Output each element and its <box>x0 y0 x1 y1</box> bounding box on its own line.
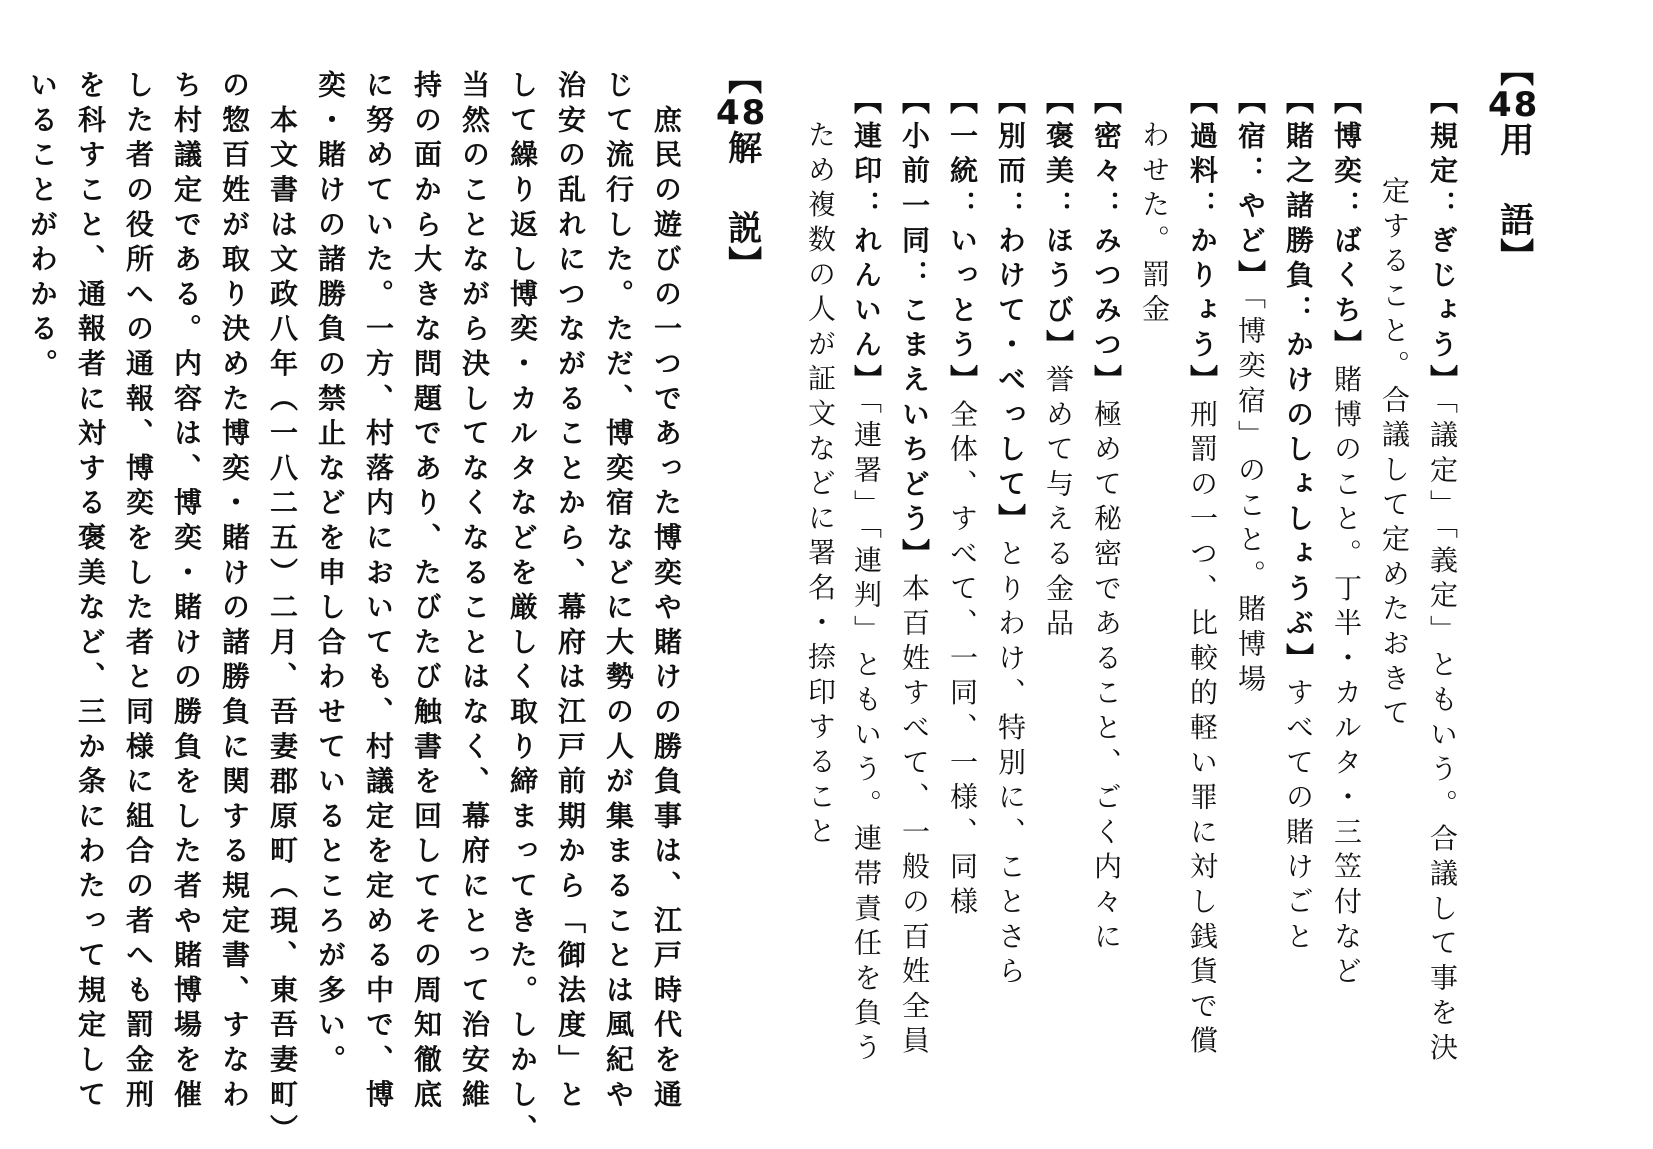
glossary-definition: ため複数の人が証文などに署名・捺印すること <box>804 120 837 851</box>
glossary-term: 【規定：ぎじょう】 <box>1426 86 1459 400</box>
glossary-entry <box>994 86 1027 991</box>
glossary-definition: とりわけ、特別に、ことさら <box>994 538 1027 991</box>
glossary-definition: 極めて秘密であること、ごく内々に <box>1090 399 1123 957</box>
glossary-entry <box>1090 86 1123 957</box>
glossary-heading-title-b: 語 <box>1493 202 1534 238</box>
glossary-entry <box>1282 86 1315 957</box>
commentary-line: 奕・賭けの諸勝負の禁止などを申し合わせているところが多い。 <box>314 70 347 1080</box>
commentary-line: の惣百姓が取り決めた博奕・賭けの諸勝負に関する規定書、すなわ <box>218 70 251 1114</box>
glossary-term: 【密々：みつみつ】 <box>1090 86 1123 400</box>
glossary-entry <box>898 86 931 1061</box>
glossary-term: 【宿：やど】 <box>1234 86 1267 295</box>
commentary-line: 当然のことながら決してなくなることはなく、幕府にとって治安維 <box>458 70 491 1114</box>
glossary-term: 【小前一同：こまえいちどう】 <box>898 86 931 574</box>
glossary-term: 【連印：れんいん】 <box>850 86 883 400</box>
glossary-definition: 全体、すべて、一同、一様、同様 <box>946 399 979 922</box>
commentary-heading-title-a: 解 <box>721 130 762 166</box>
glossary-definition: すべての賭けごと <box>1282 677 1315 957</box>
commentary-line: いることがわかる。 <box>26 70 59 384</box>
commentary-line: 持の面から大きな問題であり、たびたび触書を回してその周知徹底 <box>410 70 443 1114</box>
commentary-heading-title-b: 説 <box>721 210 762 246</box>
commentary-line: した者の役所への通報、博奕をした者と同様に組合の者へも罰金刑 <box>122 70 155 1114</box>
commentary-line: 治安の乱れにつながることから、幕府は江戸前期から「御法度」と <box>554 70 587 1114</box>
glossary-term: 【過料：かりょう】 <box>1186 86 1219 400</box>
commentary-heading-number: 48 <box>716 93 768 133</box>
commentary-line: に努めていた。一方、村落内においても、村議定を定める中で、博 <box>362 70 395 1114</box>
glossary-entry-continuation <box>1138 120 1171 329</box>
commentary-line: を科すこと、通報者に対する褒美など、三か条にわたって規定して <box>74 70 107 1114</box>
glossary-entry <box>1042 86 1075 643</box>
glossary-entry <box>850 86 883 1068</box>
glossary-definition: 「議定」「義定」ともいう。合議して事を決 <box>1426 399 1459 1068</box>
glossary-definition: 「連署」「連判」ともいう。連帯責任を負う <box>850 399 883 1068</box>
glossary-heading-close: 】 <box>1493 238 1534 274</box>
commentary-line: して繰り返し博奕・カルタなどを厳しく取り締まってきた。しかし、 <box>506 70 539 1149</box>
glossary-term: 【褒美：ほうび】 <box>1042 86 1075 365</box>
commentary-heading-close: 】 <box>721 246 762 282</box>
glossary-heading <box>1488 52 1539 274</box>
commentary-heading-open: 【 <box>721 60 762 96</box>
commentary-line: ち村議定である。内容は、博奕・賭けの勝負をした者や賭博場を催 <box>170 70 203 1114</box>
glossary-definition: 「博奕宿」のこと。賭博場 <box>1234 294 1267 699</box>
glossary-entry <box>1186 86 1219 1061</box>
glossary-entry <box>1234 86 1267 699</box>
glossary-definition: 誉めて与える金品 <box>1042 364 1075 643</box>
glossary-entry-continuation <box>804 120 837 851</box>
glossary-entry <box>1330 86 1363 991</box>
glossary-definition: 本百姓すべて、一般の百姓全員 <box>898 573 931 1061</box>
commentary-line: 庶民の遊びの一つであった博奕や賭けの勝負事は、江戸時代を通 <box>650 70 683 1114</box>
glossary-definition: 刑罰の一つ、比較的軽い罪に対し銭貨で償 <box>1186 399 1219 1061</box>
glossary-entry <box>946 86 979 922</box>
glossary-term: 【一統：いっとう】 <box>946 86 979 400</box>
glossary-entry <box>1426 86 1459 1068</box>
glossary-heading-number: 48 <box>1488 85 1540 125</box>
glossary-definition: わせた。罰金 <box>1138 120 1171 329</box>
glossary-term: 【別而：わけて・べっして】 <box>994 86 1027 539</box>
glossary-entry-continuation <box>1378 176 1411 733</box>
glossary-term: 【博奕：ばくち】 <box>1330 86 1363 365</box>
glossary-definition: 定すること。合議して定めたおきて <box>1378 176 1411 733</box>
glossary-heading-open: 【 <box>1493 52 1534 88</box>
glossary-heading-title-a: 用 <box>1493 122 1534 158</box>
glossary-definition: 賭博のこと。丁半・カルタ・三笠付など <box>1330 364 1363 991</box>
commentary-line: 本文書は文政八年（一八二五）二月、吾妻郡原町（現、東吾妻町） <box>266 70 299 1149</box>
commentary-heading <box>716 60 767 282</box>
commentary-line: じて流行した。ただ、博奕宿などに大勢の人が集まることは風紀や <box>602 70 635 1114</box>
glossary-term: 【賭之諸勝負：かけのしょしょうぶ】 <box>1282 86 1315 678</box>
